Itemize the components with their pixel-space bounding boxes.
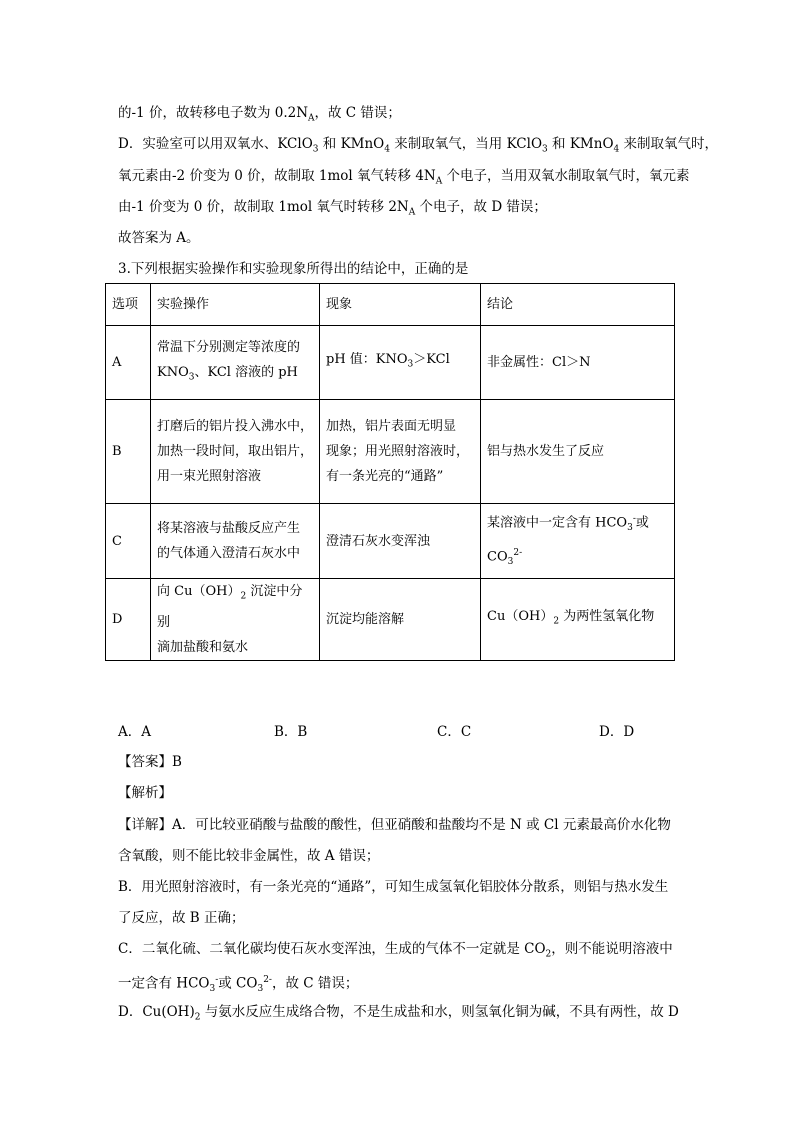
table-cell: 澄清石灰水变浑浊 xyxy=(320,504,481,579)
explanation-line: 【详解】A．可比较亚硝酸与盐酸的酸性，但亚硝酸和盐酸均不是 N 或 Cl 元素最高价水化物 xyxy=(118,817,671,833)
text-line: D．实验室可以用双氧水、KClO$_3$ 和 KMnO$_4$ 来制取氧气，当用 KClO$_3$ 和 KMnO$_4$ 来制取氧气时， xyxy=(118,136,719,155)
table-cell: D xyxy=(106,579,151,661)
table-cell: 常温下分别测定等浓度的 $KNO_3$、KCl 溶液的 pH xyxy=(151,326,320,400)
analysis-label: 【解析】 xyxy=(118,785,172,801)
table-header-row xyxy=(106,284,675,326)
text-line: 由-1 价变为 0 价，故制取 1mol 氧气时转移 $2N_A$ 个电子，故 D 错误； xyxy=(118,199,547,218)
question-title: 3.下列根据实验操作和实验现象所得出的结论中，正确的是 xyxy=(118,261,469,277)
explanation-line: 一定含有 $HCO_3^-$或 $CO_3^{2-}$，故 C 错误； xyxy=(118,975,359,995)
table-cell: pH 值：$KNO_3>KCl$ xyxy=(320,326,481,400)
table-cell: $Cu(OH)_2$ 为两性氢氧化物 xyxy=(481,579,675,661)
table-cell: A xyxy=(106,326,151,400)
choice-d: D．D xyxy=(599,724,635,740)
text-line: 氧元素由-2 价变为 0 价，故制取 1mol 氧气转移 $4N_A$ 个电子，当用双氧水制取氧气时，氧元素 xyxy=(118,168,690,187)
text-line: 的-1 价，故转移电子数为 $0.2N_A$，故 C 错误； xyxy=(118,105,401,124)
answer-label: 【答案】B xyxy=(118,754,182,770)
table-header-cell: 现象 xyxy=(320,284,481,326)
table-header-cell: 选项 xyxy=(106,284,151,326)
explanation-line: 含氧酸，则不能比较非金属性，故 A 错误； xyxy=(118,848,380,864)
table-row xyxy=(106,504,675,579)
table-row xyxy=(106,579,675,661)
table-row xyxy=(106,326,675,400)
table-cell: 非金属性：Cl＞N xyxy=(481,326,675,400)
choice-a: A．A xyxy=(118,724,151,740)
experiment-table xyxy=(105,283,675,661)
explanation-line: C．二氧化硫、二氧化碳均使石灰水变浑浊，生成的气体不一定就是 $CO_2$，则不能说明溶液中 xyxy=(118,941,673,960)
table-cell: 加热，铝片表面无明显 现象；用光照射溶液时， 有一条光亮的“通路” xyxy=(320,400,481,504)
explanation-line: B．用光照射溶液时，有一条光亮的“通路”，可知生成氢氧化铝胶体分散系，则铝与热水发生 xyxy=(118,879,669,895)
choice-b: B．B xyxy=(274,724,308,740)
table-header-cell: 实验操作 xyxy=(151,284,320,326)
table-row xyxy=(106,400,675,504)
table-cell: B xyxy=(106,400,151,504)
explanation-line: D．$Cu(OH)_2$ 与氨水反应生成络合物，不是生成盐和水，则氢氧化铜为碱，不具有两性，故 D xyxy=(118,1004,679,1023)
table-cell: 向 $Cu(OH)_2$ 沉淀中分别 滴加盐酸和氨水 xyxy=(151,579,320,661)
table-cell: 某溶液中一定含有 $HCO_3^-$或 $CO_3^{2-}$ xyxy=(481,504,675,579)
table-header-cell: 结论 xyxy=(481,284,675,326)
text-line: 故答案为 A。 xyxy=(118,230,200,246)
choice-c: C．C xyxy=(437,724,472,740)
explanation-line: 了反应，故 B 正确； xyxy=(118,910,245,926)
table-cell: 将某溶液与盐酸反应产生 的气体通入澄清石灰水中 xyxy=(151,504,320,579)
table-cell: 沉淀均能溶解 xyxy=(320,579,481,661)
table-cell: 打磨后的铝片投入沸水中， 加热一段时间，取出铝片， 用一束光照射溶液 xyxy=(151,400,320,504)
table-cell: 铝与热水发生了反应 xyxy=(481,400,675,504)
table-cell: C xyxy=(106,504,151,579)
